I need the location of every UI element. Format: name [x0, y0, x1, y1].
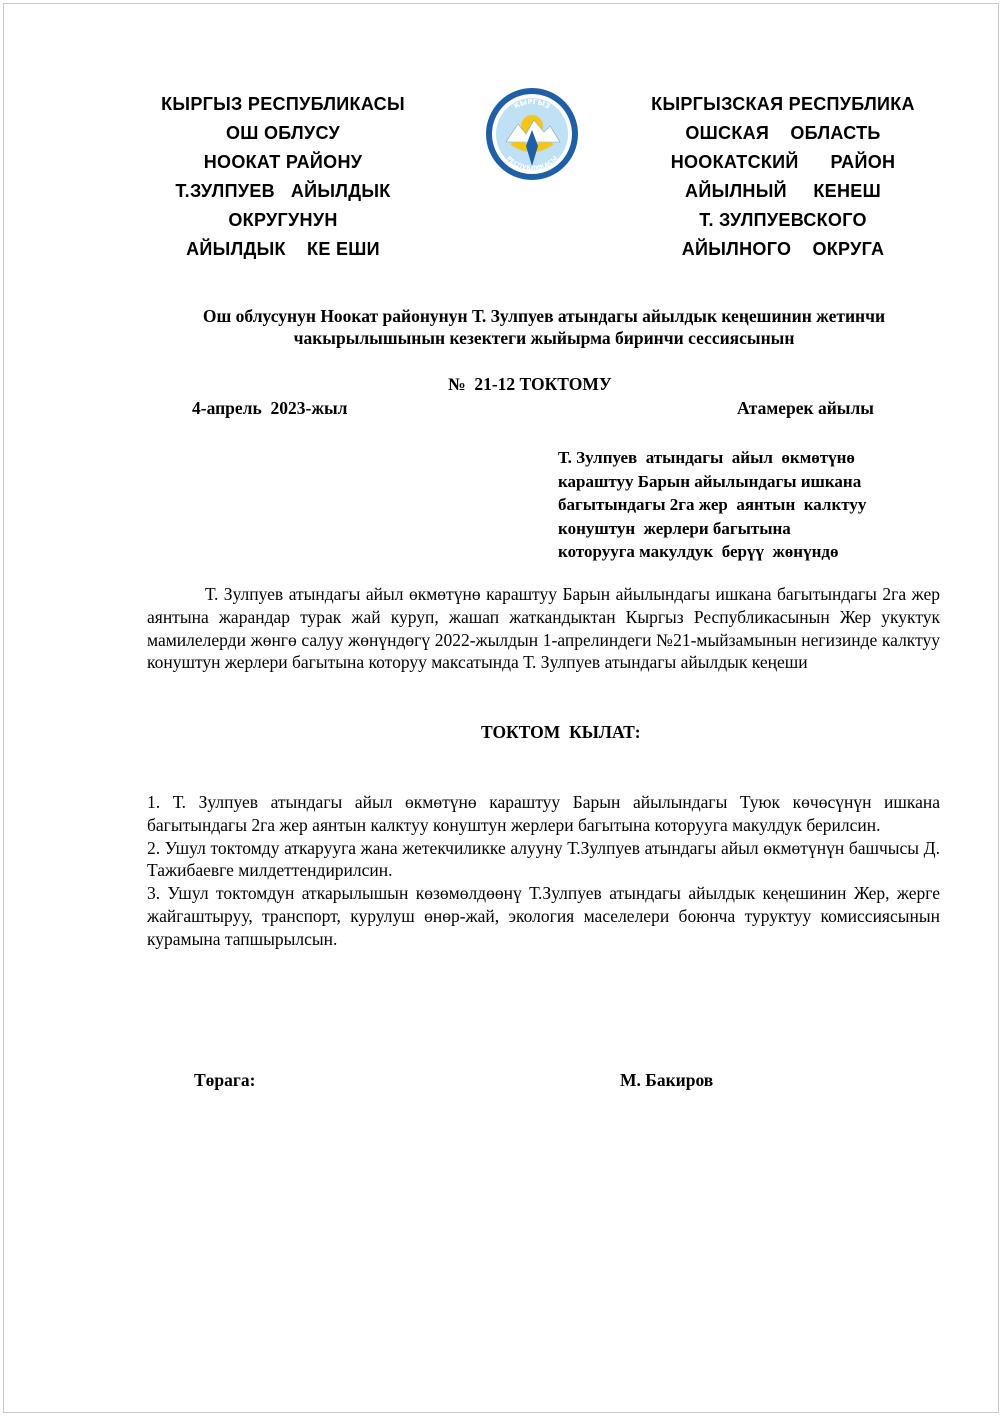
- signature-title: Төрага:: [194, 1070, 256, 1090]
- header-left-line: ОКРУГУНУН: [228, 210, 338, 230]
- resolution-subject: [558, 446, 938, 564]
- decision-items: [147, 791, 940, 951]
- subject-line: конуштун жерлери багытына: [558, 518, 791, 538]
- session-title-line: чакырылышынын кезектеги жыйырма биринчи сессиясынын: [293, 328, 795, 348]
- decision-heading: ТОКТОМ КЫЛАТ:: [481, 722, 641, 742]
- header-right-line: НООКАТСКИЙ РАЙОН: [670, 152, 896, 172]
- header-left-line: ОШ ОБЛУСУ: [225, 123, 341, 143]
- subject-line: багытындагы 2га жер аянтын калктуу: [558, 495, 867, 514]
- header-left-line: Т.ЗУЛПУЕВ АЙЫЛДЫК: [175, 181, 391, 201]
- subject-line: Т. Зулпуев атындагы айыл өкмөтүнө: [558, 448, 855, 467]
- header-right-block: [618, 90, 948, 264]
- header-right-line: ОШСКАЯ ОБЛАСТЬ: [685, 123, 881, 143]
- subject-line: которууга макулдук берүү жөнүндө: [558, 542, 839, 561]
- session-title-line: Ош облусунун Ноокат районунун Т. Зулпуев атындагы айылдык кеңешинин жетинчи: [202, 306, 886, 326]
- header-right-line: АЙЫЛНОГО ОКРУГА: [681, 239, 885, 259]
- resolution-place: Атамерек айылы: [737, 398, 874, 418]
- header-right-line: Т. ЗУЛПУЕВСКОГО: [699, 210, 867, 230]
- header-right-line: АЙЫЛНЫЙ КЕНЕШ: [685, 181, 881, 201]
- resolution-number: № 21-12 ТОКТОМУ: [448, 374, 612, 394]
- header-left-line: КЫРГЫЗ РЕСПУБЛИКАСЫ: [161, 94, 405, 114]
- decision-item: 2. Ушул токтомду аткарууга жана жетекчиликке алууну Т.Зулпуев атындагы айыл өкмөтүнүн башчысы Д. Тажибаевге милдеттендирилсин.: [147, 837, 940, 881]
- subject-line: караштуу Барын айылындагы ишкана: [558, 471, 862, 491]
- emblem-text-bottom: РЕСПУБЛИКАСЫ: [505, 155, 559, 173]
- emblem-text-top: КЫРГЫЗ: [512, 97, 552, 111]
- decision-item: 3. Ушул токтомдун аткарылышын көзөмөлдөөнү Т.Зулпуев атындагы айылдык кеңешинин Жер, жерге жайгаштыруу, транспорт, курулуш өнөр-жай, экология маселелери боюнча туруктуу комиссиясынын курамына тапшырылсын.: [147, 883, 940, 949]
- header-left-line: НООКАТ РАЙОНУ: [203, 152, 363, 172]
- session-title: [140, 305, 948, 349]
- decision-item: 1. Т. Зулпуев атындагы айыл өкмөтүнө караштуу Барын айылындагы Туюк көчөсүнүн ишкана багытындагы 2га жер аянтын калктуу конуштун жерлери багытына которууга макулдук берилсин.: [147, 792, 940, 835]
- preamble-paragraph: Т. Зулпуев атындагы айыл өкмөтүнө караштуу Барын айылындагы ишкана багытындагы 2га жер аянтына жарандар турак жай куруп, жашап жаткандыктан Кыргыз Республикасынын Жер укуктук мамилелерди жөнгө салуу жөнүндөгү 2022-жылдын 1-апрелиндеги №21-мыйзамынын негизинде калктуу конуштун жерлери багытына которуу максатында Т. Зулпуев атындагы айылдык кеңеши: [147, 584, 940, 673]
- header-left-block: [133, 90, 433, 264]
- resolution-date: 4-апрель 2023-жыл: [192, 398, 348, 418]
- header-left-line: АЙЫЛДЫК КЕ ЕШИ: [186, 239, 380, 259]
- signature-name: М. Бакиров: [620, 1070, 714, 1090]
- header-right-line: КЫРГЫЗСКАЯ РЕСПУБЛИКА: [651, 94, 915, 114]
- kyrgyz-state-emblem-icon: [484, 86, 580, 182]
